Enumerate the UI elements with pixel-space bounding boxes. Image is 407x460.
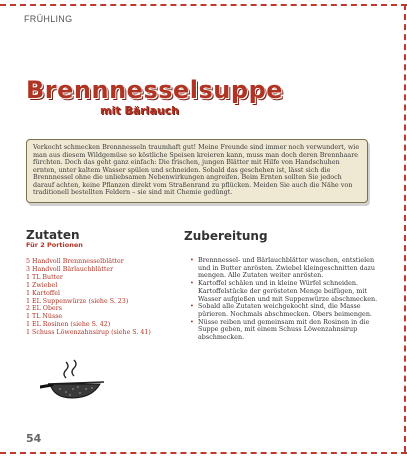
recipe-title: Brennnesselsuppe [26, 76, 284, 104]
ingredient-item: 1 TL Nüsse [26, 313, 63, 321]
preparation-list [190, 257, 378, 342]
intro-text: Verkocht schmecken Brennnesseln traumhaft gut! Meine Freunde sind immer noch verwundert, wie man aus diesem Wildgemüse so köstliche Speisen kreieren kann, muss man doch deren Brennhaare fürchten. Doch das geht ganz einfach: Die frischen, jungen Blätter mit Hilfe von Handschuhen ernten, unter kaltem Wasser spülen und schneiden. Sobald das geschehen ist, lässt sich die Brennnessel ohne die unliebsamen Nebenwirkungen angreifen. Beim Ernten sollten Sie jedoch darauf achten, keine Pflanzen direkt vom Straßenrand zu pflücken. Meiden Sie auch die Nähe von traditionell bestellten Feldern – sie sind mit Chemie gedüngt. [33, 143, 360, 196]
preparation-heading: Zubereitung [184, 229, 268, 243]
ingredient-item: 1 Zwiebel [26, 281, 58, 289]
ingredient-item: 1 EL Suppenwürze (siehe S. 23) [26, 297, 129, 305]
recipe-subtitle: mit Bärlauch [100, 104, 179, 117]
ingredient-item: 5 Handvoll Brennnesselblätter [26, 258, 124, 265]
ingredients-list [26, 258, 151, 337]
preparation-step: • Kartoffel schälen und in kleine Würfel schneiden. Kartoffelstücke der gerösteten Menge beifügen, mit Wasser aufgießen und mit Suppenwürze abschmecken. [190, 280, 378, 303]
section-title: FRÜHLING [24, 14, 73, 24]
page-number: 54 [26, 432, 42, 445]
preparation-step: • Nüsse reiben und gemeinsam mit den Rosinen in die Suppe geben, mit einem Schuss Löwenzahnsirup abschmecken. [190, 319, 378, 342]
portions-label: Für 2 Portionen [26, 241, 83, 249]
ingredient-item: 3 Handvoll Bärlauchblätter [26, 265, 114, 273]
right-dashed-border [404, 4, 406, 452]
ingredient-item: 1 Kartoffel [26, 289, 61, 297]
intro-box [26, 139, 368, 203]
ingredients-heading: Zutaten [26, 228, 80, 242]
top-dashed-border [0, 4, 407, 6]
bottom-dashed-border [0, 452, 407, 454]
preparation-step: • Sobald alle Zutaten weichgekocht sind, die Masse pürieren. Nochmals abschmecken. Obers beimengen. [190, 303, 378, 318]
preparation-step: • Brennnessel- und Bärlauchblätter waschen, entstielen und in Butter anrösten. Zwiebel kleingeschnitten dazu mengen. Alle Zutaten weiter anrösten. [190, 257, 378, 280]
ingredient-item: 1 Schuss Löwenzahnsirup (siehe S. 41) [26, 329, 151, 337]
ingredient-item: 2 EL Obers [26, 305, 62, 313]
cooking-pan-icon [40, 358, 110, 404]
ingredient-item: 1 EL Rosinen (siehe S. 42) [26, 321, 111, 329]
ingredient-item: 1 TL Butter [26, 273, 63, 281]
